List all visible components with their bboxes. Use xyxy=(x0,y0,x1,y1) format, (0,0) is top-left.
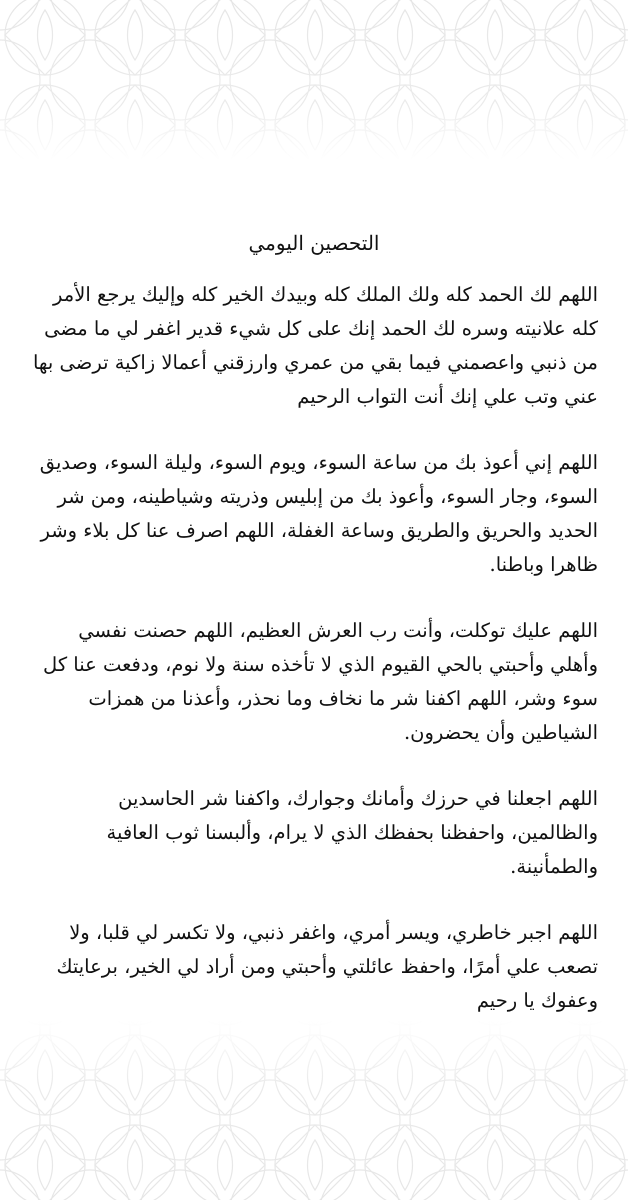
document-title: التحصين اليومي xyxy=(248,231,380,255)
paragraph-5: اللهم اجبر خاطري، ويسر أمري، واغفر ذنبي، ولا تكسر لي قلبا، ولا تصعب علي أمرًا، واحفظ عائلتي وأحبتي ومن أراد لي الخير، برعايتك وعفوك يا رحيم xyxy=(56,921,598,1012)
paragraph-4: اللهم اجعلنا في حرزك وأمانك وجوارك، واكفنا شر الحاسدين والظالمين، واحفظنا بحفظك الذي لا يرام، وألبسنا ثوب العافية والطمأنينة. xyxy=(106,787,598,878)
paragraph-1: اللهم لك الحمد كله ولك الملك كله وبيدك الخير كله وإليك يرجع الأمر كله علانيته وسره لك الحمد إنك على كل شيء قدير اغفر لي ما مضى من ذنبي واعصمني فيما بقي من عمري وارزقني أعمالا زاكية ترضى بها عني وتب علي إنك أنت التواب الرحيم xyxy=(32,283,598,408)
document-body xyxy=(26,278,598,1050)
paragraph-3: اللهم عليك توكلت، وأنت رب العرش العظيم، اللهم حصنت نفسي وأهلي وأحبتي بالحي القيوم الذي لا تأخذه سنة ولا نوم، ودفعت عنا كل سوء وشر، اللهم اكفنا شر ما نخاف وما نحذر، وأعذنا من همزات الشياطين وأن يحضرون. xyxy=(43,619,598,744)
paragraph-2: اللهم إني أعوذ بك من ساعة السوء، ويوم السوء، وليلة السوء، وصديق السوء، وجار السوء، وأعوذ بك من إبليس وذريته وشياطينه، ومن شر الحديد والحريق والطريق وساعة الغفلة، اللهم اصرف عنا كل بلاء وشر ظاهرا وباطنا. xyxy=(39,451,598,576)
